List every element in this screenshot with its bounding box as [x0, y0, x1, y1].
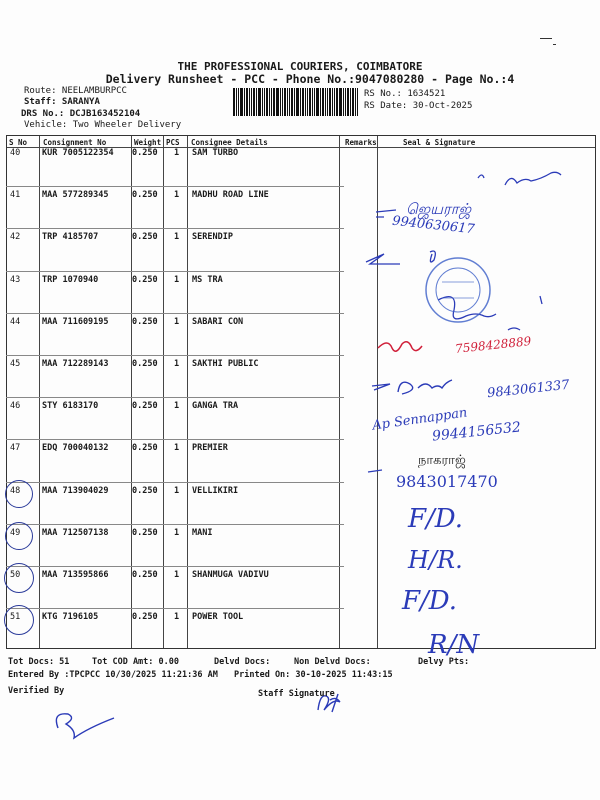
row-consignee: MANI [192, 527, 213, 538]
row-sno: 41 [10, 190, 21, 201]
staff-label: Staff: SARANYA [24, 97, 100, 107]
row-consignment: MAA 713595866 [42, 570, 109, 580]
row-weight: 0.250 [132, 570, 158, 580]
delvd-docs: Delvd Docs: [214, 657, 271, 667]
row-weight: 0.250 [132, 274, 158, 285]
row-pcs: 1 [174, 485, 180, 496]
col-signature: Seal & Signature [403, 138, 476, 147]
row-consignee: SABARI CON [192, 316, 244, 327]
hw-phone-46b: 9944156532 [431, 419, 522, 445]
hw-phone-45: 7598428889 [454, 334, 532, 356]
row-pcs: 1 [174, 570, 180, 580]
row-pcs: 1 [174, 401, 180, 412]
rs-date: RS Date: 30-Oct-2025 [364, 101, 473, 111]
hw-name-47: நாகராஜ் [418, 453, 466, 468]
row-pcs: 1 [174, 190, 180, 201]
row-pcs: 1 [174, 274, 180, 285]
row-consignee: SERENDIP [192, 232, 233, 243]
drs-label: DRS No.: DCJB163452104 [21, 109, 141, 119]
row-pcs: 1 [174, 527, 180, 538]
hw-phone-46: 9843061337 [486, 377, 571, 402]
row-consignment: EDQ 700040132 [42, 443, 109, 454]
row-pcs: 1 [174, 316, 180, 327]
row-pcs: 1 [174, 443, 180, 454]
row-pcs: 1 [174, 359, 180, 369]
non-delvd-docs: Non Delvd Docs: [294, 657, 371, 667]
hw-remark-48: F/D. [408, 504, 463, 534]
row-sno: 43 [10, 274, 21, 285]
row-weight: 0.250 [132, 485, 158, 496]
row-consignment: MAA 712507138 [42, 527, 109, 538]
col-consignee: Consignee Details [191, 138, 268, 147]
row-weight: 0.250 [132, 401, 158, 412]
col-weight: Weight [134, 138, 162, 147]
row-weight: 0.250 [132, 612, 158, 623]
rs-no: RS No.: 1634521 [364, 89, 446, 99]
tot-docs: Tot Docs: 51 [8, 657, 70, 667]
hw-phone-47: 9843017470 [396, 472, 498, 491]
col-remarks: Remarks [345, 138, 377, 147]
row-sno: 42 [10, 232, 21, 243]
row-sno: 48 [10, 485, 21, 496]
route-label: Route: NEELAMBURPCC [24, 86, 127, 96]
row-sno: 46 [10, 401, 21, 412]
entered-by: Entered By :TPCPCC 10/30/2025 11:21:36 AM [8, 670, 218, 680]
row-weight: 0.250 [132, 359, 158, 369]
row-consignee: POWER TOOL [192, 612, 244, 623]
hw-remark-50: F/D. [402, 586, 457, 616]
printed-on: Printed On: 30-10-2025 11:43:15 [234, 670, 393, 680]
row-consignment: KTG 7196105 [42, 612, 99, 623]
hw-phone-41: 9940630617 [391, 213, 476, 238]
row-sno: 51 [10, 612, 21, 623]
row-weight: 0.250 [132, 148, 158, 158]
row-consignment: MAA 711609195 [42, 316, 109, 327]
row-consignee: GANGA TRA [192, 401, 239, 412]
row-consignment: MAA 712289143 [42, 359, 109, 369]
row-sno: 50 [10, 570, 21, 580]
row-weight: 0.250 [132, 316, 158, 327]
row-consignee: PREMIER [192, 443, 228, 454]
row-sno: 47 [10, 443, 21, 454]
row-sno: 45 [10, 359, 21, 369]
row-consignment: TRP 4185707 [42, 232, 99, 243]
row-pcs: 1 [174, 148, 180, 158]
row-consignment: MAA 577289345 [42, 190, 109, 201]
hw-name-41: ஜெயராஜ் [406, 200, 472, 218]
col-sno: S No [9, 138, 28, 147]
row-consignment: MAA 713904029 [42, 485, 109, 496]
row-sno: 49 [10, 527, 21, 538]
row-consignee: SAKTHI PUBLIC [192, 359, 259, 369]
row-sno: 40 [10, 148, 21, 158]
vehicle-label: Vehicle: Two Wheeler Delivery [24, 120, 182, 130]
row-consignment: STY 6183170 [42, 401, 99, 412]
staff-signature-label: Staff Signature [258, 689, 335, 699]
company-title: THE PROFESSIONAL COURIERS, COIMBATORE [177, 60, 423, 73]
row-consignee: MADHU ROAD LINE [192, 190, 269, 201]
row-weight: 0.250 [132, 443, 158, 454]
hw-remark-51: R/N [428, 630, 480, 660]
row-consignee: SHANMUGA VADIVU [192, 570, 269, 580]
hw-name-46: Ap Sennappan [371, 405, 469, 434]
delvy-pts: Delvy Pts: [418, 657, 470, 667]
hw-remark-49: H/R. [408, 546, 463, 574]
row-consignment: KUR 7005122354 [42, 148, 114, 158]
tot-cod: Tot COD Amt: 0.00 [92, 657, 179, 667]
row-pcs: 1 [174, 612, 180, 623]
row-pcs: 1 [174, 232, 180, 243]
row-consignee: VELLIKIRI [192, 485, 239, 496]
col-consignment: Consignment No [43, 138, 107, 147]
row-weight: 0.250 [132, 527, 158, 538]
runsheet-subtitle: Delivery Runsheet - PCC - Phone No.:9047080280 - Page No.:4 [105, 72, 515, 86]
row-consignee: SAM TURBO [192, 148, 239, 158]
stamp [426, 258, 490, 322]
verified-by: Verified By [8, 686, 65, 696]
row-weight: 0.250 [132, 190, 158, 201]
row-sno: 44 [10, 316, 21, 327]
col-pcs: PCS [166, 138, 180, 147]
row-weight: 0.250 [132, 232, 158, 243]
row-consignee: MS TRA [192, 274, 223, 285]
row-consignment: TRP 1070940 [42, 274, 99, 285]
